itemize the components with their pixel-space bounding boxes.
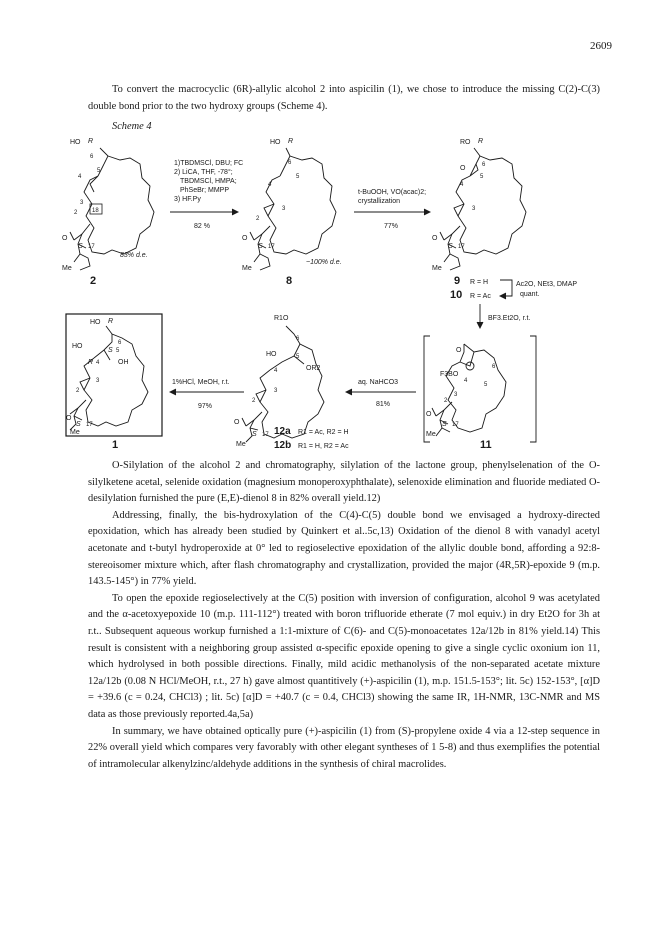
compound-1-label: 1 bbox=[112, 439, 119, 451]
c8-me: Me bbox=[242, 265, 252, 272]
step1-yield: 82 % bbox=[194, 223, 210, 230]
arrow-2-to-8 bbox=[170, 209, 238, 215]
compound-12a-sub: R1 = Ac, R2 = H bbox=[298, 429, 349, 436]
c11-f3bo: F3BO bbox=[440, 371, 459, 378]
c8-n17: 17 bbox=[268, 244, 275, 250]
compound-10-sub: R = Ac bbox=[470, 293, 491, 300]
step2-yield: 77% bbox=[384, 223, 399, 230]
step1-reagent-5: 3) HF.Py bbox=[174, 196, 201, 203]
c11-o-top: O bbox=[456, 347, 462, 354]
c12-s: S bbox=[252, 431, 257, 438]
c1-r-ring: R bbox=[88, 359, 94, 366]
compound-10-label: 10 bbox=[450, 289, 463, 301]
c9-n4: 4 bbox=[460, 182, 464, 188]
c11-n6: 6 bbox=[492, 364, 496, 370]
c1-n5: 5 bbox=[116, 348, 120, 354]
compound-9-label: 9 bbox=[454, 275, 461, 287]
step5-reagent: aq. NaHCO3 bbox=[358, 379, 399, 386]
step5-yield: 81% bbox=[376, 401, 391, 408]
reaction-scheme bbox=[60, 130, 620, 452]
c11-n5: 5 bbox=[484, 382, 488, 388]
c1-r: R bbox=[108, 318, 114, 325]
c8-de: ~100% d.e. bbox=[306, 259, 342, 266]
c2-r: R bbox=[88, 138, 94, 145]
c11-n3: 3 bbox=[454, 392, 458, 398]
c8-n2: 2 bbox=[256, 216, 260, 222]
step2-reagent-2: crystallization bbox=[358, 198, 401, 205]
paragraph-4: In summary, we have obtained optically pure (+)-aspicilin (1) from (S)-propylene oxide 4 via a 12-step sequence in 22% overall yield which compares very favorably with other elegant syntheses of 1 5-8) and thus exemplifies the potential of intramolecular alkenylzinc/aldehyde additions in the synthesis of chiral macrolides. bbox=[88, 725, 600, 770]
c12-r1o: R1O bbox=[274, 315, 289, 322]
c1-me: Me bbox=[70, 429, 80, 436]
arrow-8-to-9 bbox=[354, 209, 430, 215]
paragraph-2: Addressing, finally, the bis-hydroxylation of the C(4)-C(5) double bond we envisaged a hydroxy-directed epoxidation, which has already been studied by Quinkert et al..5c,13) Oxidation of the dienol 8 with vanadyl acetyl acetonate and t-butyl hydroperoxide at 0° led to regioselective epoxidation of the allylic double bond, affording a 92:8-stereoisomer mixture which, after flash chromatography and crystallization, provided the major (4R,5R)-epoxide 9 (m.p. 143.5-145°) in 77% yield. bbox=[88, 509, 600, 588]
c12-ho: HO bbox=[266, 351, 277, 358]
c9-ro: RO bbox=[460, 139, 471, 146]
compound-8-structure bbox=[250, 148, 336, 270]
c2-n4: 4 bbox=[78, 174, 82, 180]
c8-r: R bbox=[288, 138, 294, 145]
c8-o: O bbox=[242, 235, 248, 242]
c12-n5: 5 bbox=[296, 354, 300, 360]
step1-reagent-2: 2) LiCA, THF, -78°; bbox=[174, 169, 233, 176]
c9-o: O bbox=[432, 235, 438, 242]
c11-s: S bbox=[442, 421, 447, 428]
c9-n6: 6 bbox=[482, 162, 486, 168]
c8-ho: HO bbox=[270, 139, 281, 146]
c2-me: Me bbox=[62, 265, 72, 272]
c2-n6: 6 bbox=[90, 154, 94, 160]
step6-reagent: 1%HCl, MeOH, r.t. bbox=[172, 379, 230, 386]
c2-n17: 17 bbox=[88, 244, 95, 250]
c11-o: O bbox=[426, 411, 432, 418]
intro-text: To convert the macrocyclic (6R)-allylic alcohol 2 into aspicilin (1), we chose to introduce the missing C(2)-C(3) double bond prior to the two hydroxy groups (Scheme 4). bbox=[88, 84, 600, 112]
c12-or2: OR2 bbox=[306, 365, 321, 372]
scheme-label: Scheme 4 bbox=[112, 121, 152, 132]
c9-o-epoxide: O bbox=[460, 165, 466, 172]
compound-12b-sub: R1 = H, R2 = Ac bbox=[298, 443, 349, 450]
c1-n3: 3 bbox=[96, 378, 100, 384]
c2-n3: 3 bbox=[80, 200, 84, 206]
arrow-9-to-10 bbox=[500, 280, 512, 299]
c12-n4: 4 bbox=[274, 368, 278, 374]
c1-s: S bbox=[76, 421, 81, 428]
c1-ho-left: HO bbox=[72, 343, 83, 350]
c1-n4: 4 bbox=[96, 360, 100, 366]
compound-8-label: 8 bbox=[286, 275, 293, 287]
step1-reagent-1: 1)TBDMSCl, DBU; FC bbox=[174, 160, 244, 167]
c2-de: 83% d.e. bbox=[120, 252, 148, 259]
step1-reagent-3: TBDMSCl, HMPA; bbox=[180, 178, 237, 185]
c11-me: Me bbox=[426, 431, 436, 438]
step6-yield: 97% bbox=[198, 403, 213, 410]
c12-o: O bbox=[234, 419, 240, 426]
page-number: 2609 bbox=[590, 40, 612, 52]
c12-n6: 6 bbox=[296, 336, 300, 342]
c9-s: S bbox=[448, 243, 453, 250]
arrow-12-to-1 bbox=[170, 389, 244, 395]
c11-n4: 4 bbox=[464, 378, 468, 384]
c12-n3: 3 bbox=[274, 388, 278, 394]
c2-n2: 2 bbox=[74, 210, 78, 216]
compound-9-sub: R = H bbox=[470, 279, 489, 286]
c12-n2: 2 bbox=[252, 398, 256, 404]
c12-n17: 17 bbox=[262, 432, 269, 438]
c1-o: O bbox=[66, 415, 72, 422]
compound-2-label: 2 bbox=[90, 275, 97, 287]
c2-ho: HO bbox=[70, 139, 81, 146]
paragraph-1: O-Silylation of the alcohol 2 and chromatography, silylation of the lactone group, phenylselenation of the O-silylketene acetal, selenide oxidation (magnesium monoperoxyphthalate), selenoxide elimination and fluoride mediated O-desilylation furnished the pure (E,E)-dienol 8 in 82% overall yield.12) bbox=[88, 460, 600, 505]
step4-reagent: BF3.Et2O, r.t. bbox=[488, 315, 531, 322]
c8-n3: 3 bbox=[282, 206, 286, 212]
c1-s-ring: S bbox=[108, 347, 113, 354]
c9-me: Me bbox=[432, 265, 442, 272]
arrow-11-to-12 bbox=[346, 389, 416, 395]
compound-11-label: 11 bbox=[480, 439, 492, 451]
c2-o: O bbox=[62, 235, 68, 242]
intro-paragraph bbox=[88, 82, 600, 115]
compound-12a-label: 12a bbox=[274, 426, 291, 437]
c11-n17: 17 bbox=[452, 422, 459, 428]
compound-11-structure bbox=[424, 336, 536, 442]
c9-n17: 17 bbox=[458, 244, 465, 250]
c2-n5: 5 bbox=[97, 168, 101, 174]
paragraph-3: To open the epoxide regioselectively at the C(5) position with inversion of configuration, alcohol 9 was acetylated and the α-acetoxyepoxide 10 (m.p. 111-112°) treated with boron trifluoride etherate (7 mol equiv.) in dry Et2O for 3h at r.t.. Subsequent aqueous workup furnished a 1:1-mixture of C(6)- and C(5)-monoacetates 12a/12b in 81% yield.14) This result is consistent with a neighboring group assisted α-specific epoxide opening to give a single cyclic oxonium ion 11, which hydrolysed in both possible directions. Finally, mild acidic methanolysis of the non-separated acetate mixture 12a/12b (0.08 N HCl/MeOH, r.t., 27 h) gave almost quantitively (+)-aspicilin (1), m.p. 151.5-153°; lit. 5c) 152-153°, [α]D = +39.6 (c = 0.24, CHCl3) ; lit. 5c) [α]D = +40.7 (c = 0.4, CHCl3) showing the same IR, 1H-NMR, 13C-NMR and MS data as those previously reported.4a,5a) bbox=[88, 592, 600, 720]
c1-oh: OH bbox=[118, 359, 129, 366]
c9-n3: 3 bbox=[472, 206, 476, 212]
c2-ring-size: 18 bbox=[92, 208, 99, 214]
compound-12b-label: 12b bbox=[274, 440, 292, 451]
c2-s: S bbox=[78, 243, 83, 250]
c9-r: R bbox=[478, 138, 484, 145]
c1-ho-top: HO bbox=[90, 319, 101, 326]
c12-me: Me bbox=[236, 441, 246, 448]
step2-reagent-1: t-BuOOH, VO(acac)2; bbox=[358, 189, 427, 196]
c9-n5: 5 bbox=[480, 174, 484, 180]
step3-reagent-1: Ac2O, NEt3, DMAP bbox=[516, 281, 578, 288]
c8-n6: 6 bbox=[288, 160, 292, 166]
c8-n5: 5 bbox=[296, 174, 300, 180]
step3-reagent-2: quant. bbox=[520, 291, 540, 298]
c8-s: S bbox=[258, 243, 263, 250]
c8-n4: 4 bbox=[268, 182, 272, 188]
c1-n2: 2 bbox=[76, 388, 80, 394]
arrow-10-to-11 bbox=[477, 304, 483, 328]
c1-n17: 17 bbox=[86, 422, 93, 428]
c1-n6: 6 bbox=[118, 340, 122, 346]
c11-n2: 2 bbox=[444, 398, 448, 404]
step1-reagent-4: PhSeBr; MMPP bbox=[180, 187, 230, 194]
compound-1-structure bbox=[70, 326, 148, 430]
compound-1-box bbox=[66, 314, 162, 436]
body-text bbox=[88, 458, 600, 773]
compound-12-structure bbox=[242, 326, 324, 442]
